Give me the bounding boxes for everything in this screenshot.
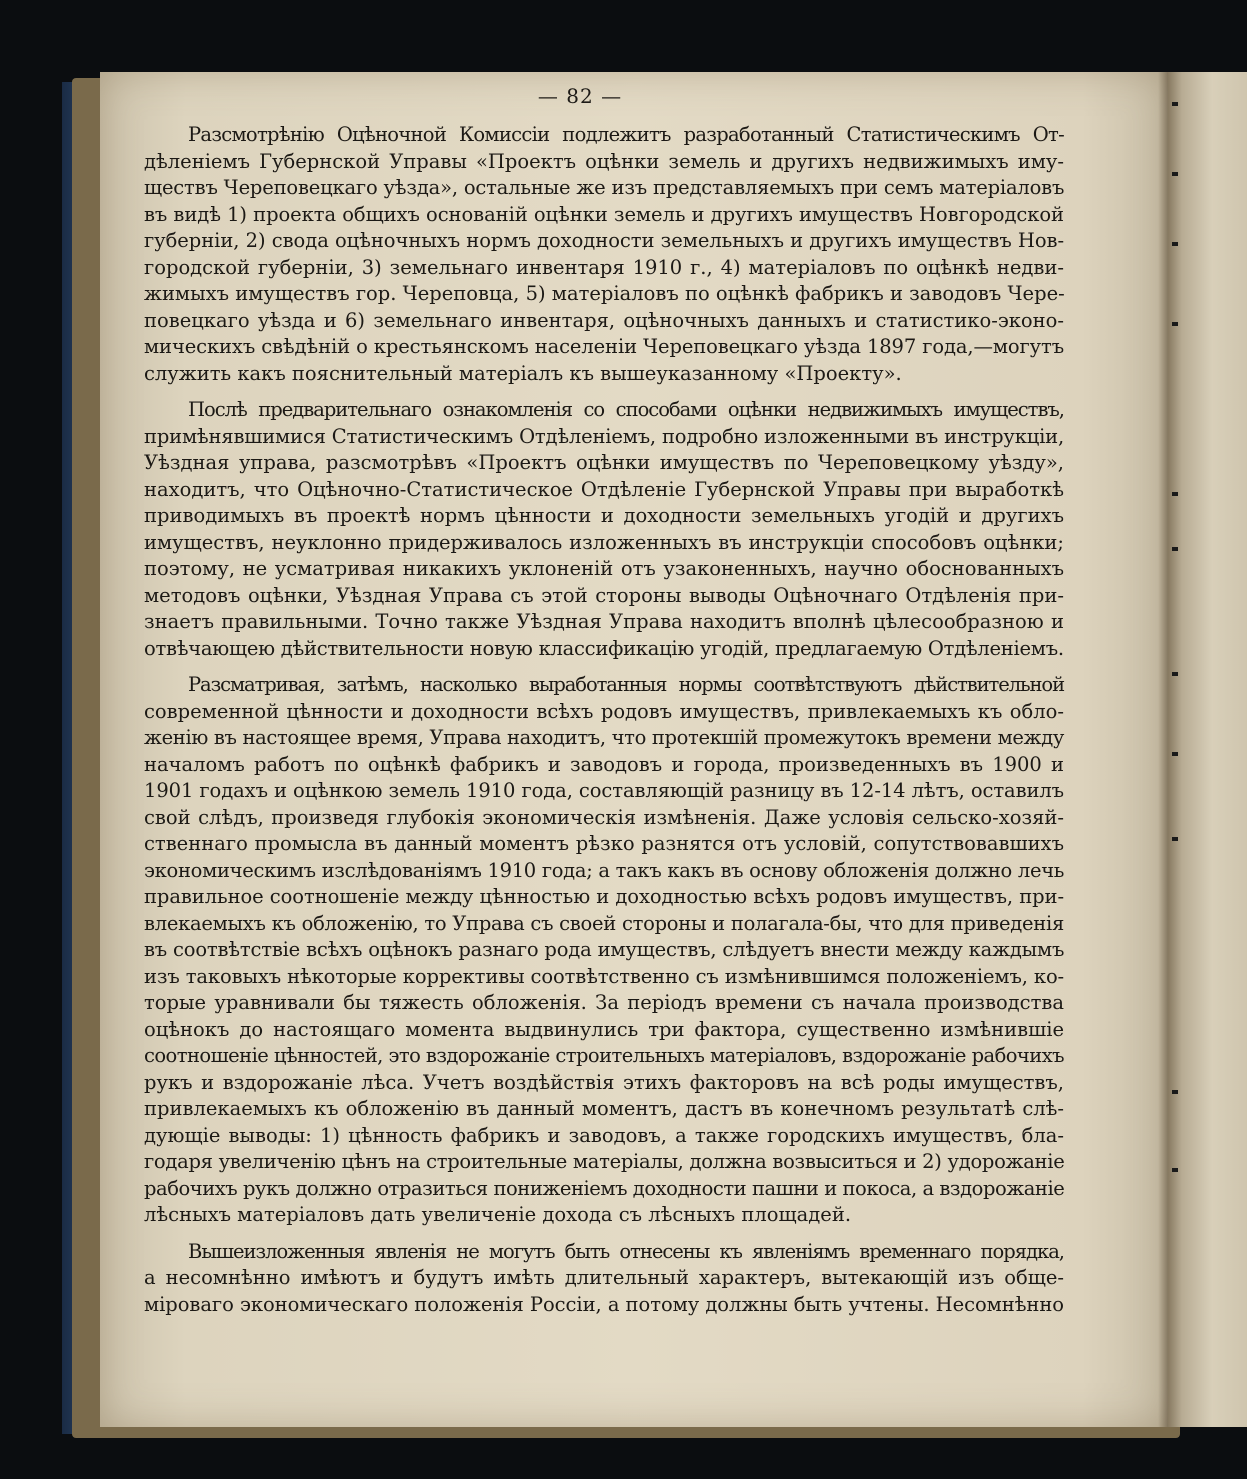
paragraph-2 [144, 397, 1064, 662]
text-line: ственнаго промысла въ данный моментъ рѣзко разнятся отъ условій, сопутствовавшихъ [144, 832, 1064, 855]
text-line: приводимыхъ въ проектѣ нормъ цѣнности и доходности земельныхъ угодій и другихъ [144, 504, 1064, 527]
text-line: отвѣчающею дѣйствительности новую классификацію угодій, предлагаемую Отдѣленіемъ. [144, 636, 1064, 660]
text-line: 1901 годахъ и оцѣнкою земель 1910 года, составляющій разницу въ 12-14 лѣтъ, оставилъ [144, 779, 1065, 802]
ink-speck [1172, 672, 1178, 676]
text-line: въ соотвѣтствіе всѣхъ оцѣнокъ разнаго рода имуществъ, слѣдуетъ внести между каждымъ [144, 938, 1065, 961]
text-line: знаетъ правильными. Точно также Уѣздная Управа находитъ вполнѣ цѣлесообразною и [144, 610, 1064, 633]
paragraph-3 [144, 672, 1064, 1229]
text-line: дѣленіемъ Губернской Управы «Проектъ оцѣнки земель и другихъ недвижимыхъ иму- [144, 149, 1064, 173]
ink-speck [1172, 837, 1178, 841]
paragraph-gap [144, 662, 1064, 672]
text-line: свой слѣдъ, произведя глубокія экономическія измѣненія. Даже условія сельско-хозяй- [144, 805, 1064, 829]
page-body-text [144, 122, 1064, 1318]
text-line: рабочихъ рукъ должно отразиться пониженіемъ доходности пашни и покоса, а вздорожаніе [144, 1176, 1065, 1200]
text-line: началомъ работъ по оцѣнкѣ фабрикъ и заводовъ и города, произведенныхъ въ 1900 и [144, 752, 1064, 776]
text-line: лѣсныхъ матеріаловъ дать увеличеніе дохода съ лѣсныхъ площадей. [144, 1203, 852, 1226]
text-line: жимыхъ имуществъ гор. Череповца, 5) матеріаловъ по оцѣнкѣ фабрикъ и заводовъ Чере- [144, 282, 1065, 305]
text-line: имуществъ, неуклонно придерживалось изложенныхъ въ инструкціи способовъ оцѣнки; [144, 530, 1064, 554]
ink-speck [1172, 102, 1178, 106]
text-line: женію въ настоящее время, Управа находитъ, что протекшій промежутокъ времени между [144, 726, 1064, 749]
paragraph-1 [144, 122, 1064, 387]
text-line: правильное соотношеніе между цѣнностью и доходностью всѣхъ родовъ имуществъ, при- [144, 885, 1064, 908]
text-line: методовъ оцѣнки, Уѣздная Управа съ этой стороны выводы Оцѣночнаго Отдѣленія при- [144, 583, 1064, 607]
text-line: дующіе выводы: 1) цѣнность фабрикъ и заводовъ, а также городскихъ имуществъ, бла- [144, 1123, 1064, 1147]
text-line: Разсмотрѣнію Оцѣночной Комиссіи подлежитъ разработанный Статистическимъ От- [188, 123, 1064, 146]
text-line: современной цѣнности и доходности всѣхъ родовъ имуществъ, привлекаемыхъ къ обло- [144, 699, 1064, 723]
text-line: поэтому, не усматривая никакихъ уклоненій отъ узаконенныхъ, научно обоснованныхъ [144, 557, 1064, 580]
paragraph-4 [144, 1239, 1064, 1319]
ink-speck [1172, 1090, 1178, 1094]
paragraph-gap [144, 387, 1064, 397]
paragraph-gap [144, 1229, 1064, 1239]
text-line: экономическимъ изслѣдованіямъ 1910 года; а такъ какъ въ основу обложенія должно лечь [144, 858, 1065, 882]
text-line: міроваго экономическаго положенія Россіи, а потому должны быть учтены. Несомнѣнно [144, 1292, 1064, 1316]
text-line: а несомнѣнно имѣютъ и будутъ имѣть длительный характеръ, вытекающій изъ обще- [144, 1266, 1064, 1289]
text-line: оцѣнокъ до настоящаго момента выдвинулись три фактора, существенно измѣнившіе [144, 1017, 1064, 1041]
ink-speck [1172, 322, 1178, 326]
ink-speck [1172, 547, 1178, 551]
text-line: городской губерніи, 3) земельнаго инвентаря 1910 г., 4) матеріаловъ по оцѣнкѣ недви- [144, 255, 1064, 279]
page-number: — 82 — [537, 84, 623, 108]
text-line: Уѣздная управа, разсмотрѣвъ «Проектъ оцѣнки имуществъ по Череповецкому уѣзду», [144, 451, 1064, 474]
text-line: соотношеніе цѣнностей, это вздорожаніе строительныхъ матеріаловъ, вздорожаніе рабочихъ [144, 1044, 1064, 1067]
text-line: Послѣ предварительнаго ознакомленія со способами оцѣнки недвижимыхъ имуществъ, [188, 398, 1064, 421]
ink-speck [1172, 1168, 1178, 1172]
text-line: влекаемыхъ къ обложенію, то Управа съ своей стороны и полагала-бы, что для приведенія [144, 911, 1064, 935]
text-line: примѣнявшимися Статистическимъ Отдѣленіемъ, подробно изложенными въ инструкціи, [144, 424, 1064, 448]
text-line: служить какъ пояснительный матеріалъ къ вышеуказанному «Проекту». [144, 361, 902, 385]
gutter-shadow [1158, 72, 1168, 1427]
ink-speck [1172, 172, 1178, 176]
text-line: находитъ, что Оцѣночно-Статистическое Отдѣленіе Губернской Управы при выработкѣ [144, 477, 1064, 501]
text-line: изъ таковыхъ нѣкоторые коррективы соотвѣтственно съ измѣнившимся положеніемъ, ко- [144, 964, 1065, 988]
text-line: въ видѣ 1) проекта общихъ основаній оцѣнки земель и другихъ имуществъ Новгородской [144, 202, 1064, 226]
text-line: торые уравнивали бы тяжесть обложенія. За періодъ времени съ начала производства [144, 991, 1064, 1014]
ink-speck [1172, 242, 1178, 246]
facing-page-edge [1160, 72, 1247, 1427]
text-line: рукъ и вздорожаніе лѣса. Учетъ воздѣйствія этихъ факторовъ на всѣ роды имуществъ, [144, 1070, 1064, 1094]
text-line: губерніи, 2) свода оцѣночныхъ нормъ доходности земельныхъ и другихъ имуществъ Нов- [144, 229, 1064, 252]
text-line: Разсматривая, затѣмъ, насколько выработанныя нормы соотвѣтствуютъ дѣйствительной [188, 673, 1064, 696]
text-line: повецкаго уѣзда и 6) земельнаго инвентаря, оцѣночныхъ данныхъ и статистико-эконо- [144, 308, 1064, 332]
text-line: мическихъ свѣдѣній о крестьянскомъ населеніи Череповецкаго уѣзда 1897 года,—могутъ [144, 335, 1064, 358]
ink-speck [1172, 752, 1178, 756]
text-line: ществъ Череповецкаго уѣзда», остальные же изъ представляемыхъ при семъ матеріаловъ [144, 176, 1065, 199]
ink-speck [1172, 492, 1178, 496]
text-line: привлекаемыхъ къ обложенію въ данный моментъ, дастъ въ конечномъ результатѣ слѣ- [144, 1097, 1064, 1120]
text-line: годаря увеличенію цѣнъ на строительные матеріалы, должна возвыситься и 2) удорожаніе [144, 1150, 1065, 1173]
text-line: Вышеизложенныя явленія не могутъ быть отнесены къ явленіямъ временнаго порядка, [188, 1239, 1064, 1263]
